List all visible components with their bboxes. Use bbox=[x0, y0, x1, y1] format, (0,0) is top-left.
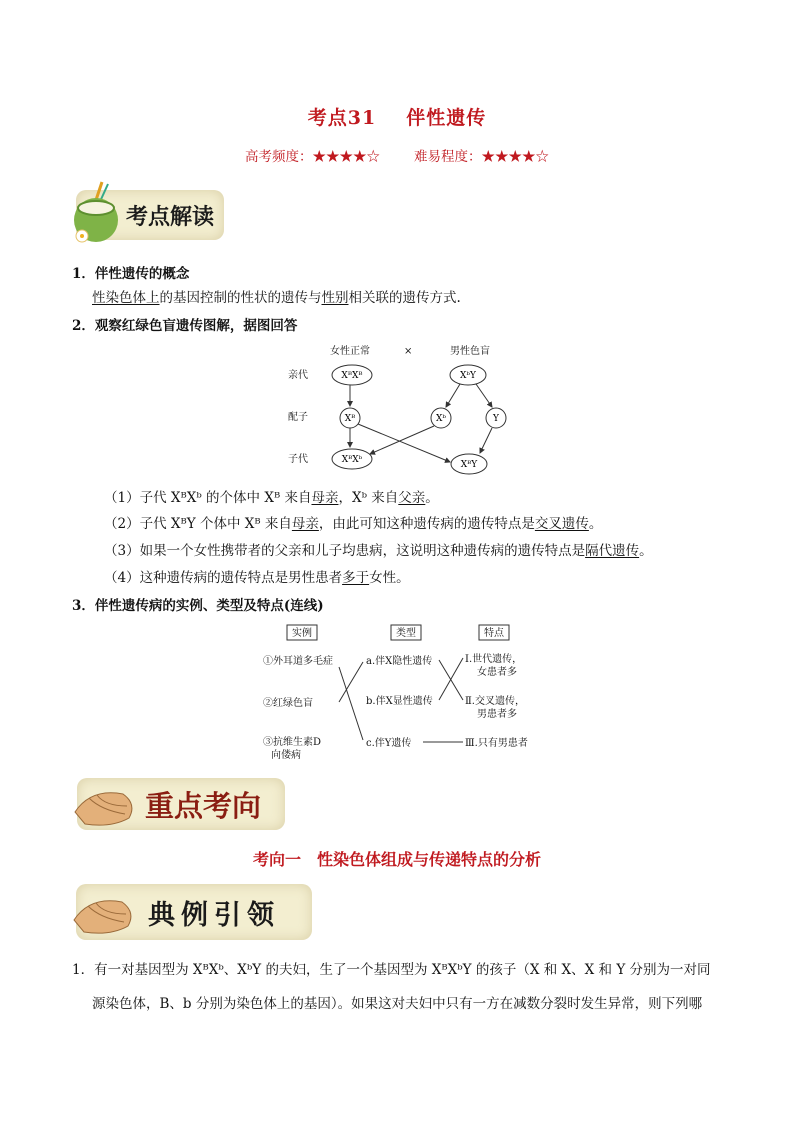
matching-diagram bbox=[255, 622, 545, 762]
frequency-line bbox=[0, 145, 794, 165]
color-blindness-diagram bbox=[270, 338, 530, 480]
gamete-xB: Xᴮ bbox=[344, 414, 356, 424]
page-title bbox=[0, 103, 794, 130]
question-2-1: （1）子代 XᴮXᵇ 的个体中 Xᴮ 来自母亲，Xᵇ 来自父亲。 bbox=[104, 490, 439, 506]
question-2-4: （4）这种遗传病的遗传特点是男性患者多于女性。 bbox=[104, 570, 410, 586]
answer-mother: 母亲 bbox=[311, 490, 339, 506]
cross-symbol: × bbox=[404, 346, 413, 357]
banner-key-points-text: 考点解读 bbox=[126, 204, 215, 230]
section1-heading: 1．伴性遗传的概念 bbox=[72, 266, 190, 282]
section1-definition: 性染色体上的基因控制的性状的遗传与性别相关联的遗传方式. bbox=[92, 290, 461, 306]
label-female-normal: 女性正常 bbox=[330, 346, 370, 357]
feature-1: Ⅰ.世代遗传， bbox=[465, 654, 523, 665]
feature-2-cont: 男患者多 bbox=[477, 709, 517, 720]
title-topic: 伴性遗传 bbox=[406, 107, 487, 129]
answer-father: 父亲 bbox=[398, 490, 426, 506]
col-feature: 特点 bbox=[484, 628, 504, 639]
coconut-icon bbox=[68, 176, 128, 246]
conch-shell-icon bbox=[71, 782, 141, 830]
row-parent: 亲代 bbox=[288, 370, 308, 381]
answer-cross-inheritance: 交叉遗传 bbox=[534, 516, 589, 532]
question-2-2: （2）子代 XᴮY 个体中 Xᴮ 来自母亲，由此可知这种遗传病的遗传特点是交叉遗传。 bbox=[104, 516, 603, 532]
question-1 bbox=[72, 953, 732, 1021]
exam-frequency-stars: ★★★★☆ bbox=[312, 149, 380, 165]
question-1-line-2: 源染色体，B、b 分别为染色体上的基因）。如果这对夫妇中只有一方在减数分裂时发生异常，则下列哪 bbox=[92, 996, 703, 1012]
answer-sex: 性别 bbox=[321, 290, 349, 306]
child-male-genotype: XᴮY bbox=[460, 460, 478, 470]
question-2-3: （3）如果一个女性携带者的父亲和儿子均患病，这说明这种遗传病的遗传特点是隔代遗传。 bbox=[104, 543, 653, 559]
type-a: a.伴X隐性遗传 bbox=[366, 656, 433, 667]
title-number: 考点31 bbox=[307, 107, 377, 129]
parent-male-genotype: XᵇY bbox=[460, 371, 476, 381]
question-1-line-1: 1．有一对基因型为 XᴮXᵇ、XᵇY 的夫妇，生了一个基因型为 XᴮXᵇY 的孩子（X 和 X、X 和 Y 分别为一对同 bbox=[72, 962, 711, 978]
gamete-xb: Xᵇ bbox=[435, 414, 447, 424]
parent-female-genotype: XᴮXᴮ bbox=[341, 371, 363, 381]
difficulty-stars: ★★★★☆ bbox=[481, 149, 549, 165]
banner-key-directions bbox=[77, 778, 285, 830]
example-2: ②红绿色盲 bbox=[263, 698, 313, 709]
feature-2: Ⅱ.交叉遗传， bbox=[465, 696, 525, 707]
feature-1-cont: 女患者多 bbox=[477, 667, 517, 678]
col-type: 类型 bbox=[396, 628, 416, 639]
example-1: ①外耳道多毛症 bbox=[263, 656, 333, 667]
type-c: c.伴Y遗传 bbox=[366, 738, 412, 749]
answer-skip-generation: 隔代遗传 bbox=[585, 543, 640, 559]
answer-sex-chromosome: 性染色体上 bbox=[92, 290, 160, 306]
banner-key-directions-text: 重点考向 bbox=[145, 789, 262, 823]
banner-key-points bbox=[76, 190, 224, 240]
answer-more-than: 多于 bbox=[342, 570, 370, 586]
row-gamete: 配子 bbox=[288, 412, 308, 423]
type-b: b.伴X显性遗传 bbox=[366, 696, 433, 707]
label-male-blind: 男性色盲 bbox=[450, 346, 490, 357]
child-female-genotype: XᴮXᵇ bbox=[341, 455, 363, 465]
difficulty-label: 难易程度： bbox=[414, 149, 482, 165]
banner-examples-text: 典例引领 bbox=[148, 900, 280, 931]
direction-1-title: 考向一 性染色体组成与传递特点的分析 bbox=[252, 850, 541, 869]
row-offspring: 子代 bbox=[288, 454, 308, 465]
gamete-y: Y bbox=[493, 414, 499, 424]
example-3: ③抗维生素D bbox=[263, 737, 322, 748]
section2-heading: 2．观察红绿色盲遗传图解，据图回答 bbox=[72, 318, 298, 334]
section3-heading: 3．伴性遗传病的实例、类型及特点(连线) bbox=[72, 598, 324, 614]
col-example: 实例 bbox=[292, 628, 312, 639]
exam-frequency-label: 高考频度： bbox=[245, 149, 313, 165]
banner-examples bbox=[76, 884, 312, 940]
conch-shell-icon-2 bbox=[70, 890, 140, 938]
example-3-cont: 向偻病 bbox=[271, 750, 301, 761]
answer-mother-2: 母亲 bbox=[291, 516, 319, 532]
feature-3: Ⅲ.只有男患者 bbox=[465, 738, 528, 749]
